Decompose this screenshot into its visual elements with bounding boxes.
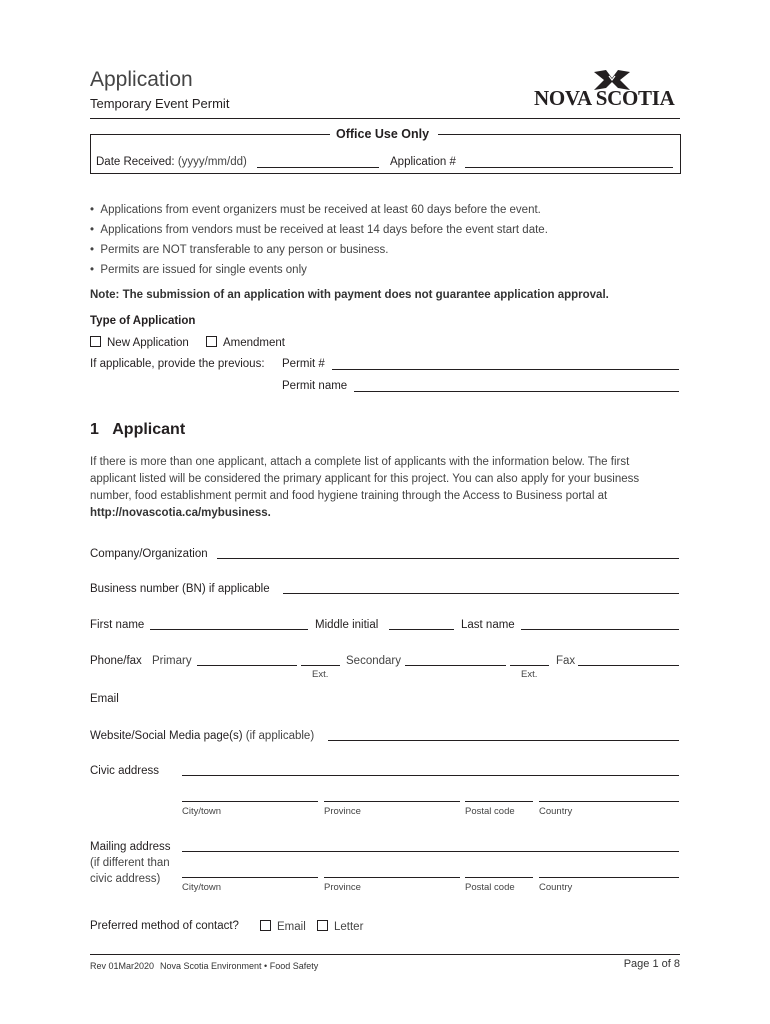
header-rule: [90, 118, 680, 119]
intro-line: applicant listed will be considered the primary applicant for this project. You can also apply for your business: [90, 473, 640, 485]
amendment-option[interactable]: Amendment: [206, 336, 285, 349]
list-item: • Permits are NOT transferable to any person or business.: [90, 244, 389, 256]
website-field[interactable]: [328, 740, 679, 741]
amendment-checkbox[interactable]: [206, 336, 217, 347]
email-label: Email: [90, 693, 119, 705]
mailing-address-hint: (if different than: [90, 857, 170, 869]
website-label: [90, 730, 314, 742]
civic-postal-caption: Postal code: [465, 806, 515, 817]
mailing-city-caption: City/town: [182, 882, 222, 893]
contact-email-checkbox[interactable]: [260, 920, 271, 931]
office-use-heading: Office Use Only: [336, 127, 430, 141]
first-name-field[interactable]: [150, 629, 308, 630]
contact-email-option[interactable]: Email: [260, 920, 306, 933]
permit-name-label: Permit name: [282, 380, 348, 392]
contact-letter-option[interactable]: Letter: [317, 920, 363, 933]
date-received-field[interactable]: [257, 167, 379, 168]
secondary-ext-label: Ext.: [521, 669, 538, 680]
civic-street-field[interactable]: [182, 775, 679, 776]
primary-phone-field[interactable]: [197, 665, 297, 666]
mailing-country-caption: Country: [539, 882, 573, 893]
company-label: Company/Organization: [90, 548, 208, 560]
approval-note: Note: The submission of an application with payment does not guarantee application approval.: [90, 289, 609, 301]
contact-letter-checkbox[interactable]: [317, 920, 328, 931]
logo-wordmark: NOVA SCOTIA: [534, 86, 675, 110]
footer-revision: Rev 01Mar2020: [90, 961, 155, 971]
footer-rule: [90, 954, 680, 955]
section-number: 1: [90, 421, 99, 438]
mailing-address-hint: civic address): [90, 873, 161, 885]
middle-initial-field[interactable]: [389, 629, 454, 630]
footer-department: Nova Scotia Environment • Food Safety: [160, 961, 319, 971]
list-item: • Applications from event organizers must be received at least 60 days before the event.: [90, 204, 541, 216]
page-number: Page 1 of 8: [623, 958, 680, 970]
page-subtitle: Temporary Event Permit: [90, 96, 230, 111]
application-type-heading: Type of Application: [90, 315, 196, 327]
civic-province-caption: Province: [324, 806, 361, 817]
list-item: • Permits are issued for single events only: [90, 264, 307, 276]
mailing-province-field[interactable]: [324, 877, 460, 878]
section-heading: [90, 421, 185, 439]
mailing-street-field[interactable]: [182, 851, 679, 852]
new-application-option[interactable]: New Application: [90, 336, 189, 349]
new-application-checkbox[interactable]: [90, 336, 101, 347]
intro-line: If there is more than one applicant, attach a complete list of applicants with the information below. The first: [90, 456, 630, 468]
application-number-field[interactable]: [465, 167, 673, 168]
civic-province-field[interactable]: [324, 801, 460, 802]
mailing-country-field[interactable]: [539, 877, 679, 878]
preferred-contact-label: Preferred method of contact?: [90, 920, 239, 932]
secondary-phone-label: Secondary: [346, 655, 401, 667]
mailing-province-caption: Province: [324, 882, 361, 893]
fax-field[interactable]: [578, 665, 679, 666]
secondary-ext-field[interactable]: [510, 665, 549, 666]
first-name-label: First name: [90, 619, 145, 631]
primary-ext-field[interactable]: [301, 665, 340, 666]
permit-name-field[interactable]: [354, 391, 679, 392]
primary-phone-label: Primary: [152, 655, 192, 667]
list-item: • Applications from vendors must be received at least 14 days before the event start date.: [90, 224, 548, 236]
fax-label: Fax: [556, 655, 576, 667]
page-title: Application: [90, 68, 193, 91]
previous-permit-label: If applicable, provide the previous:: [90, 358, 265, 370]
business-number-field[interactable]: [283, 593, 679, 594]
primary-ext-label: Ext.: [312, 669, 329, 680]
date-received-label: [96, 156, 247, 168]
secondary-phone-field[interactable]: [405, 665, 506, 666]
civic-country-field[interactable]: [539, 801, 679, 802]
phone-fax-label: Phone/fax: [90, 655, 142, 667]
website-hint: (if applicable): [245, 730, 315, 742]
civic-city-caption: City/town: [182, 806, 222, 817]
last-name-field[interactable]: [521, 629, 679, 630]
business-number-label: Business number (BN) if applicable: [90, 583, 270, 595]
middle-initial-label: Middle initial: [315, 619, 379, 631]
mailing-postal-caption: Postal code: [465, 882, 515, 893]
website-label-text: Website/Social Media page(s): [90, 730, 243, 742]
mailing-city-field[interactable]: [182, 877, 318, 878]
date-format-hint: (yyyy/mm/dd): [177, 156, 247, 168]
permit-number-label: Permit #: [282, 358, 325, 370]
permit-number-field[interactable]: [332, 369, 679, 370]
portal-link[interactable]: http://novascotia.ca/mybusiness.: [90, 507, 271, 519]
office-box-top-left: [90, 134, 330, 135]
last-name-label: Last name: [461, 619, 515, 631]
civic-address-label: Civic address: [90, 765, 160, 777]
application-number-label: Application #: [390, 156, 456, 168]
civic-country-caption: Country: [539, 806, 573, 817]
nova-scotia-logo: [534, 68, 680, 112]
intro-line: number, food establishment permit and food hygiene training through the Access to Business portal at: [90, 490, 608, 502]
date-received-text: Date Received:: [96, 156, 175, 168]
civic-city-field[interactable]: [182, 801, 318, 802]
mailing-address-label: Mailing address: [90, 841, 171, 853]
mailing-postal-field[interactable]: [465, 877, 533, 878]
company-field[interactable]: [217, 558, 679, 559]
civic-postal-field[interactable]: [465, 801, 533, 802]
office-box-top-right: [438, 134, 680, 135]
section-title: Applicant: [112, 421, 186, 438]
